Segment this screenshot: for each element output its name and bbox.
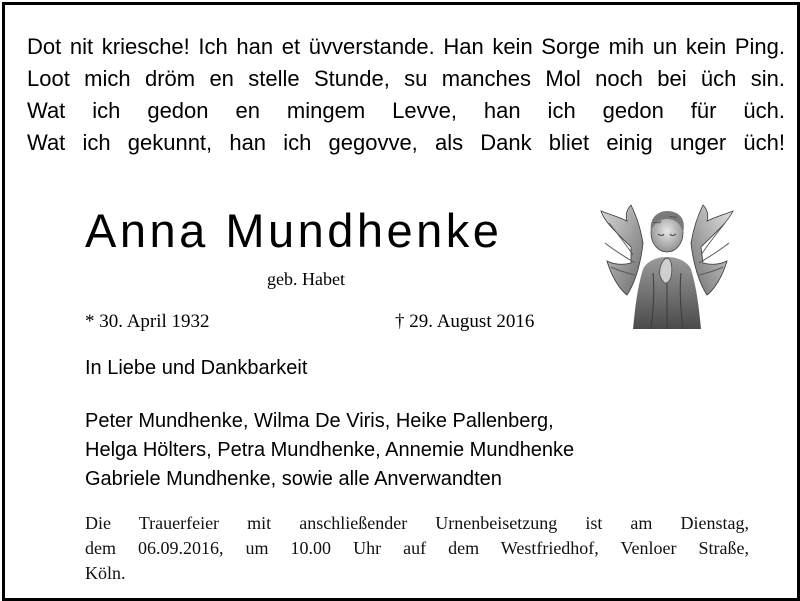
poem-line: Wat ich gekunnt, han ich gegovve, als Dank bliet einig unger üch! (27, 130, 785, 155)
service-line: Köln. (85, 563, 126, 583)
maiden-name: geb. Habet (267, 269, 345, 289)
poem-line: Wat ich gedon en mingem Levve, han ich gedon für üch. (27, 98, 785, 123)
poem-line: Loot mich dröm en stelle Stunde, su manches Mol noch bei üch sin. (27, 66, 785, 91)
memorial-poem (27, 31, 785, 159)
birth-date: * 30. April 1932 (85, 311, 210, 332)
praying-angel-statue-icon (597, 203, 737, 329)
funeral-service-notice (85, 511, 749, 586)
mourners-line: Peter Mundhenke, Wilma De Viris, Heike Pallenberg, (85, 410, 554, 432)
service-line: Die Trauerfeier mit anschließender Urnenbeisetzung ist am Dienstag, (85, 513, 749, 533)
mourners-line: Helga Hölters, Petra Mundhenke, Annemie Mundhenke (85, 439, 575, 461)
poem-line: Dot nit kriesche! Ich han et üvverstande. Han kein Sorge mih un kein Ping. (27, 34, 785, 59)
service-line: dem 06.09.2016, um 10.00 Uhr auf dem Westfriedhof, Venloer Straße, (85, 538, 749, 558)
mourners-line: Gabriele Mundhenke, sowie alle Anverwandten (85, 468, 502, 490)
mourners-list (85, 407, 574, 494)
tribute-line: In Liebe und Dankbarkeit (85, 357, 308, 379)
death-date: † 29. August 2016 (395, 311, 535, 332)
obituary-frame (2, 2, 800, 601)
deceased-name: Anna Mundhenke (85, 204, 503, 257)
